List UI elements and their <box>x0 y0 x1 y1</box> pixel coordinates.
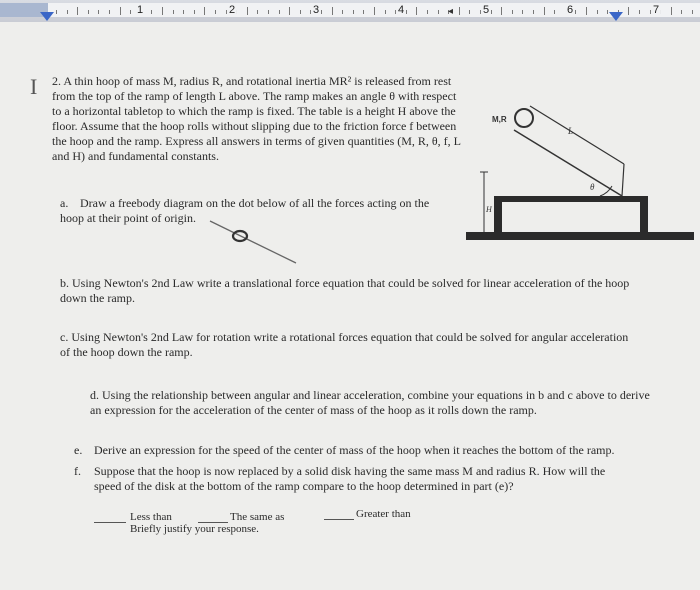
choice-same-as: The same as <box>230 511 285 523</box>
part-e[interactable] <box>74 443 654 458</box>
ruler-tick <box>257 10 258 14</box>
ruler-tick <box>342 10 343 14</box>
ruler-tick <box>374 7 375 15</box>
part-f[interactable] <box>74 464 654 494</box>
hoop-label: M,R <box>492 115 507 124</box>
ramp-line <box>210 221 296 263</box>
part-b[interactable]: b. Using Newton's 2nd Law write a translational force equation that could be solved for linear acceleration of the hoop down the ramp. <box>60 276 630 305</box>
choice-greater-than: Greater than <box>356 508 411 520</box>
angle-label: θ <box>590 182 595 192</box>
ruler-number: 1 <box>136 4 144 16</box>
ruler-number: 3 <box>312 4 320 16</box>
ruler-tick <box>173 10 174 14</box>
ruler-number: 7 <box>652 4 660 16</box>
ruler-tick <box>628 7 629 15</box>
ruler-tick <box>586 7 587 15</box>
left-indent-marker-icon[interactable] <box>40 12 54 21</box>
right-indent-marker-icon[interactable] <box>609 12 623 21</box>
ruler-tick <box>363 10 364 14</box>
ruler-number: 5 <box>482 4 490 16</box>
tab-stop-icon[interactable]: ◂ <box>448 6 454 17</box>
ruler-tick <box>194 10 195 14</box>
ramp-diagram <box>462 92 698 252</box>
ruler-tick <box>56 10 57 14</box>
part-f-label: f. <box>74 464 81 478</box>
justify-prompt: Briefly justify your response. <box>130 523 259 535</box>
ruler-tick <box>215 10 216 14</box>
ruler[interactable] <box>0 0 700 23</box>
ruler-tick <box>671 7 672 15</box>
less-than-blank[interactable] <box>94 522 126 523</box>
ruler-tick <box>575 10 576 14</box>
ramp-surface <box>514 130 622 196</box>
ruler-tick <box>300 10 301 14</box>
ruler-tick <box>98 10 99 14</box>
ruler-tick <box>77 7 78 15</box>
hoop-on-ramp <box>515 109 533 127</box>
ruler-tick <box>289 7 290 15</box>
ruler-tick <box>533 10 534 14</box>
ruler-tick <box>501 7 502 15</box>
ruler-tick <box>353 10 354 14</box>
ruler-tick <box>522 10 523 14</box>
ruler-tick <box>67 10 68 14</box>
ruler-tick <box>88 10 89 14</box>
ruler-tick <box>120 7 121 15</box>
angle-arc <box>600 186 612 196</box>
ruler-tick <box>279 10 280 14</box>
ruler-tick <box>151 10 152 14</box>
ruler-tick <box>459 7 460 15</box>
part-c[interactable]: c. Using Newton's 2nd Law for rotation write a rotational forces equation that could be solved for angular acceleration of the hoop down the ramp. <box>60 330 629 359</box>
ruler-tick <box>109 10 110 14</box>
ramp-end-support <box>622 164 624 196</box>
ruler-number: 6 <box>566 4 574 16</box>
ruler-tick <box>681 10 682 14</box>
ruler-tick <box>554 10 555 14</box>
greater-than-blank[interactable] <box>324 519 354 520</box>
height-label: H <box>486 205 492 214</box>
ruler-tick <box>385 10 386 14</box>
part-a-label: a. <box>60 196 69 210</box>
ruler-tick <box>268 10 269 14</box>
part-f-text: Suppose that the hoop is now replaced by a solid disk having the same mass M and radius R. How will the speed of the disk at the bottom of the ramp compare to the hoop determined in part (e)? <box>94 464 606 493</box>
ruler-tick <box>438 10 439 14</box>
ruler-tick <box>321 10 322 14</box>
ruler-tick <box>544 7 545 15</box>
problem-statement[interactable]: 2. A thin hoop of mass M, radius R, and rotational inertia MR² is released from rest from the top of the ramp of length L above. The ramp makes an angle θ with respect to a horizontal tabletop to which the ramp is fixed. The table is a height H above the floor. Assume that the hoop rolls without slipping due to the friction force f between the hoop and the ramp. Express all answers in terms of given quantities (M, R, θ, f, L and H) and fundamental constants. <box>52 74 461 163</box>
table-top-plate <box>494 196 648 202</box>
ruler-tick <box>130 10 131 14</box>
part-e-text: Derive an expression for the speed of the center of mass of the hoop when it reaches the bottom of the ramp. <box>94 443 615 457</box>
ruler-number: 2 <box>228 4 236 16</box>
ruler-tick <box>639 10 640 14</box>
ruler-tick <box>204 7 205 15</box>
part-d[interactable]: d. Using the relationship between angular and linear acceleration, combine your equations in b and c above to derive an expression for the acceleration of the center of mass of the hoop as it rolls down the ramp. <box>90 388 650 417</box>
ruler-tick <box>469 10 470 14</box>
ruler-number: 4 <box>397 4 405 16</box>
ruler-tick <box>597 10 598 14</box>
length-label: L <box>568 126 574 136</box>
ruler-tick <box>512 10 513 14</box>
ruler-tick <box>427 10 428 14</box>
ruler-tick <box>183 10 184 14</box>
ruler-tick <box>332 7 333 15</box>
ramp-length-line <box>530 106 624 164</box>
ruler-tick <box>162 7 163 15</box>
ruler-tick <box>416 7 417 15</box>
ruler-tick <box>247 7 248 15</box>
part-a-text: Draw a freebody diagram on the dot below of all the forces acting on the hoop at their point of origin. <box>60 196 430 225</box>
text-cursor-icon: I <box>30 74 38 99</box>
freebody-dot-figure[interactable] <box>200 215 310 270</box>
part-e-label: e. <box>74 443 83 457</box>
ruler-tick <box>692 10 693 14</box>
choice-less-than: Less than <box>130 511 172 523</box>
